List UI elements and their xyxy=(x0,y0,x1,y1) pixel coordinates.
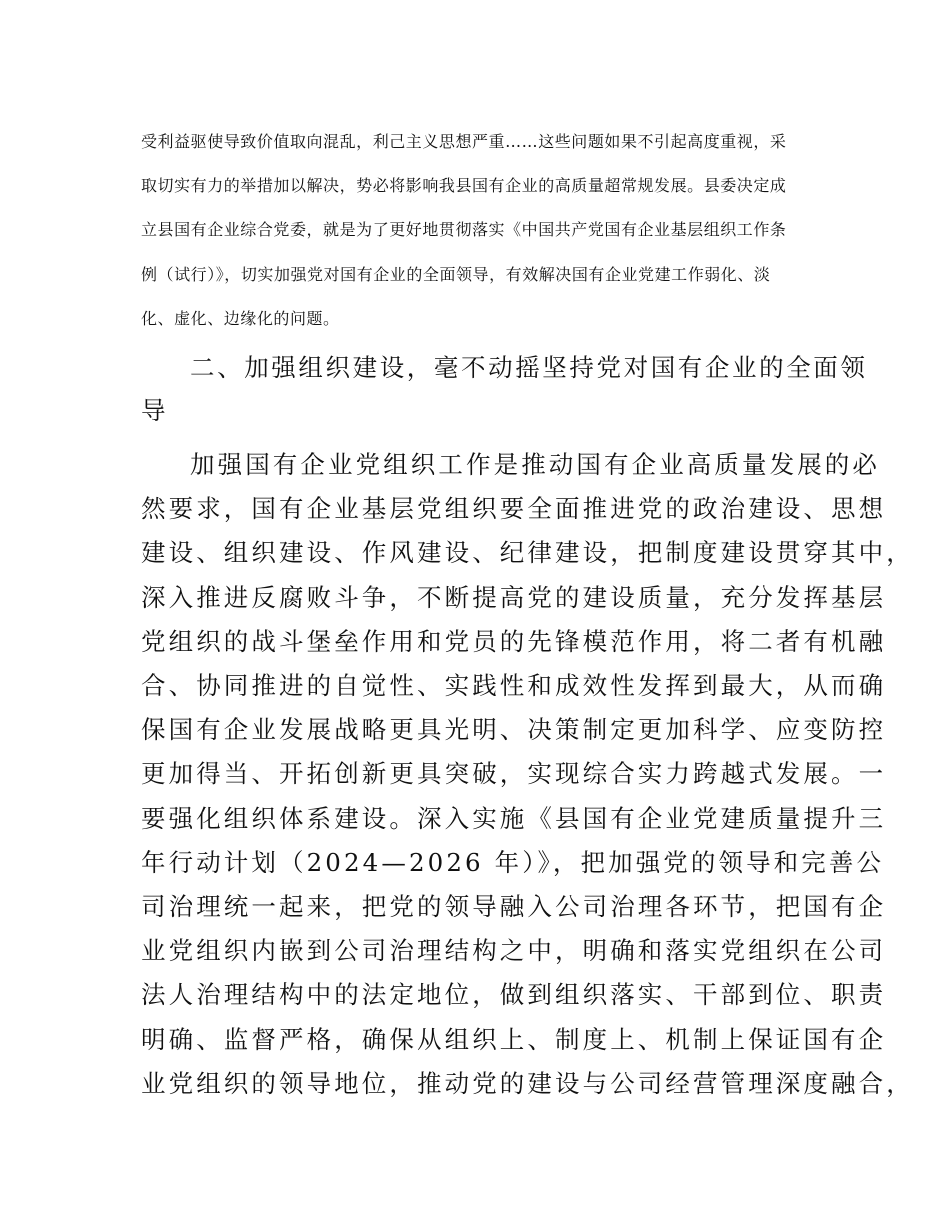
paragraph-1-line: 受利益驱使导致价值取向混乱，利己主义思想严重……这些问题如果不引起高度重视，采 xyxy=(141,132,787,151)
paragraph-2-line: 然要求，国有企业基层党组织要全面推进党的政治建设、思想 xyxy=(141,494,887,523)
paragraph-2-line: 法人治理结构中的法定地位，做到组织落实、干部到位、职责 xyxy=(141,980,887,1009)
paragraph-2-line: 保国有企业发展战略更具光明、决策制定更加科学、应变防控 xyxy=(141,715,887,744)
paragraph-1-line: 化、虚化、边缘化的问题。 xyxy=(141,309,340,328)
paragraph-2-line: 要强化组织体系建设。深入实施《县国有企业党建质量提升三 xyxy=(141,804,887,833)
paragraph-2-line: 司治理统一起来，把党的领导融入公司治理各环节，把国有企 xyxy=(141,892,887,921)
section-heading-line: 导 xyxy=(141,396,169,425)
paragraph-2-line: 更加得当、开拓创新更具突破，实现综合实力跨越式发展。一 xyxy=(141,759,887,788)
paragraph-1-line: 取切实有力的举措加以解决，势必将影响我县国有企业的高质量超常规发展。县委决定成 xyxy=(141,176,787,195)
paragraph-2-line: 业党组织内嵌到公司治理结构之中，明确和落实党组织在公司 xyxy=(141,936,887,965)
section-heading-line: 二、加强组织建设，毫不动摇坚持党对国有企业的全面领 xyxy=(190,353,868,382)
paragraph-2-line: 深入推进反腐败斗争，不断提高党的建设质量，充分发挥基层 xyxy=(141,583,887,612)
paragraph-2-line: 党组织的战斗堡垒作用和党员的先锋模范作用，将二者有机融 xyxy=(141,627,887,656)
paragraph-2-line: 年行动计划（2024—2026 年）》，把加强党的领导和完善公 xyxy=(141,848,885,877)
paragraph-1-line: 例（试行）》，切实加强党对国有企业的全面领导，有效解决国有企业党建工作弱化、淡 xyxy=(141,265,771,284)
paragraph-2-line: 明确、监督严格，确保从组织上、制度上、机制上保证国有企 xyxy=(141,1025,887,1054)
paragraph-2-line: 业党组织的领导地位，推动党的建设与公司经营管理深度融合， xyxy=(141,1069,914,1098)
paragraph-2-line: 合、协同推进的自觉性、实践性和成效性发挥到最大，从而确 xyxy=(141,671,887,700)
paragraph-2-line: 加强国有企业党组织工作是推动国有企业高质量发展的必 xyxy=(190,450,880,479)
paragraph-1-line: 立县国有企业综合党委，就是为了更好地贯彻落实《中国共产党国有企业基层组织工作条 xyxy=(141,220,787,239)
paragraph-2-line: 建设、组织建设、作风建设、纪律建设，把制度建设贯穿其中， xyxy=(141,538,914,567)
